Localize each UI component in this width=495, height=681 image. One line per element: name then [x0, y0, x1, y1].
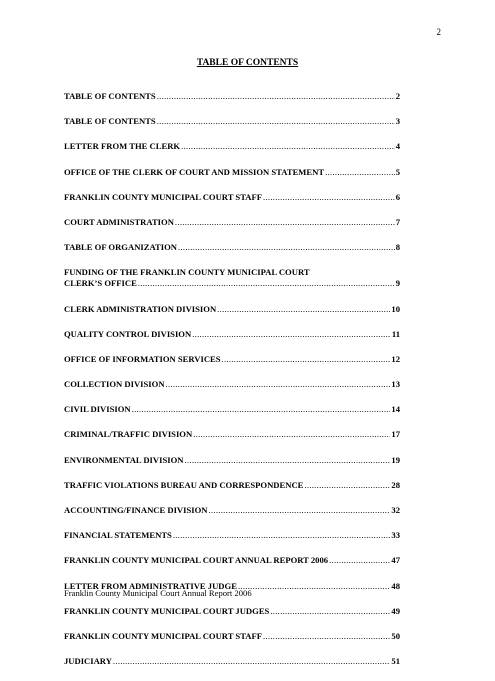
- toc-entry-label: OFFICE OF THE CLERK OF COURT AND MISSION STATEMENT: [64, 166, 325, 177]
- toc-entry-label: CRIMINAL/TRAFFIC DIVISION: [64, 429, 193, 440]
- toc-leader-dots: [193, 429, 390, 440]
- toc-entry-label: TRAFFIC VIOLATIONS BUREAU AND CORRESPONDENCE: [64, 479, 304, 490]
- toc-leader-dots: [175, 217, 395, 228]
- toc-entry[interactable]: [64, 116, 400, 127]
- toc-entry-label: FRANKLIN COUNTY MUNICIPAL COURT JUDGES: [64, 605, 270, 616]
- toc-leader-dots: [157, 91, 395, 102]
- footer: Franklin County Municipal Court Annual Report 2006: [64, 588, 252, 598]
- toc-entry-page: 7: [395, 216, 400, 227]
- toc-entry-page: 51: [391, 656, 400, 667]
- toc-entry[interactable]: [64, 91, 400, 102]
- toc-entry-label: TABLE OF CONTENTS: [64, 91, 156, 101]
- toc-entry-page: 5: [395, 166, 400, 177]
- toc-entry[interactable]: [64, 606, 400, 617]
- toc-entry[interactable]: [64, 379, 400, 390]
- toc-entry-label: COLLECTION DIVISION: [64, 379, 165, 390]
- toc-entry-page: 8: [395, 242, 400, 253]
- toc-entry-page: 33: [391, 530, 400, 541]
- toc-leader-dots: [222, 354, 391, 365]
- toc-leader-dots: [184, 455, 390, 466]
- toc-leader-dots: [325, 167, 395, 178]
- toc-leader-dots: [270, 606, 390, 617]
- toc-leader-dots: [138, 278, 395, 289]
- toc-leader-dots: [178, 242, 395, 253]
- toc-entry[interactable]: [64, 304, 400, 315]
- toc-entry-label: FRANKLIN COUNTY MUNICIPAL COURT STAFF: [64, 630, 262, 641]
- toc-entry-label-line1: FUNDING OF THE FRANKLIN COUNTY MUNICIPAL COURT: [64, 267, 310, 278]
- toc-entry[interactable]: [64, 429, 400, 440]
- toc-entry-label: FRANKLIN COUNTY MUNICIPAL COURT STAFF: [64, 191, 262, 202]
- toc-leader-dots: [173, 530, 391, 541]
- toc-leader-dots: [217, 304, 390, 315]
- toc-entry[interactable]: [64, 631, 400, 642]
- toc-leader-dots: [263, 192, 395, 203]
- toc-entry-page: 14: [391, 404, 400, 415]
- toc-leader-dots: [192, 329, 391, 340]
- toc-entry-page: 6: [395, 191, 400, 202]
- toc-entry[interactable]: [64, 404, 400, 415]
- page-number: 2: [436, 27, 441, 37]
- toc-leader-dots: [238, 581, 390, 592]
- toc-entry[interactable]: [64, 455, 400, 466]
- toc-leader-dots: [113, 656, 390, 667]
- toc-entry-page: 19: [391, 454, 400, 465]
- toc-entry-label-line2: CLERK’S OFFICE: [64, 278, 137, 289]
- toc-entry-page: 4: [395, 141, 400, 152]
- toc-entry-page: 28: [391, 479, 400, 490]
- toc-entry-page: 9: [395, 278, 400, 289]
- toc-entry-page: 10: [391, 303, 400, 314]
- toc-leader-dots: [329, 555, 390, 566]
- toc-entry-page: 17: [391, 429, 400, 440]
- toc-entry-label: COURT ADMINISTRATION: [64, 216, 174, 227]
- toc-entry[interactable]: [64, 555, 400, 566]
- toc-entry-label: FINANCIAL STATEMENTS: [64, 530, 172, 541]
- toc-entry[interactable]: [64, 530, 400, 541]
- toc-entry-page: 48: [391, 580, 400, 591]
- toc-entry[interactable]: [64, 656, 400, 667]
- toc-entry-label: TABLE OF CONTENTS: [64, 116, 156, 127]
- toc-entry[interactable]: [64, 329, 400, 340]
- toc-entry-label: QUALITY CONTROL DIVISION: [64, 328, 192, 339]
- toc-entry[interactable]: [64, 505, 400, 516]
- toc-entry-label: LETTER FROM ADMINISTRATIVE JUDGE: [64, 580, 237, 591]
- toc-entry-label: ENVIRONMENTAL DIVISION: [64, 454, 184, 465]
- toc-leader-dots: [208, 505, 390, 516]
- toc-leader-dots: [263, 631, 390, 642]
- toc-entry-label: OFFICE OF INFORMATION SERVICES: [64, 353, 221, 364]
- toc-leader-dots: [157, 116, 395, 127]
- toc-entry-page: 32: [391, 505, 400, 515]
- toc-entry[interactable]: [64, 141, 400, 152]
- toc-entry-page: 47: [391, 555, 400, 566]
- toc-entry-page: 50: [391, 630, 400, 641]
- toc-entry[interactable]: [64, 267, 400, 289]
- toc-entry[interactable]: [64, 167, 400, 178]
- toc-entry-page: 2: [395, 91, 400, 101]
- toc-entry-label: TABLE OF ORGANIZATION: [64, 242, 178, 253]
- toc-entry[interactable]: [64, 192, 400, 203]
- toc-leader-dots: [166, 379, 391, 390]
- toc-entry[interactable]: [64, 242, 400, 253]
- toc-leader-dots: [181, 141, 395, 152]
- toc-entry-label: CIVIL DIVISION: [64, 404, 131, 415]
- toc-title: TABLE OF CONTENTS: [196, 58, 299, 68]
- toc-entry-page: 12: [391, 353, 400, 364]
- toc-entry[interactable]: [64, 480, 400, 491]
- toc-leader-dots: [304, 480, 390, 491]
- toc-entry-label: JUDICIARY: [64, 656, 112, 667]
- toc-entry-label: LETTER FROM THE CLERK: [64, 141, 181, 152]
- toc-entry-page: 11: [391, 328, 400, 339]
- toc-entry-page: 13: [391, 379, 400, 390]
- toc-entry[interactable]: [64, 217, 400, 228]
- toc-leader-dots: [132, 404, 391, 415]
- toc-entry-page: 49: [391, 605, 400, 616]
- toc-entry-page: 3: [395, 116, 400, 127]
- toc-entry-label: ACCOUNTING/FINANCE DIVISION: [64, 505, 208, 515]
- toc-entry-label: FRANKLIN COUNTY MUNICIPAL COURT ANNUAL REPORT 2006: [64, 555, 329, 566]
- toc-entry[interactable]: [64, 354, 400, 365]
- toc-entry-label: CLERK ADMINISTRATION DIVISION: [64, 303, 217, 314]
